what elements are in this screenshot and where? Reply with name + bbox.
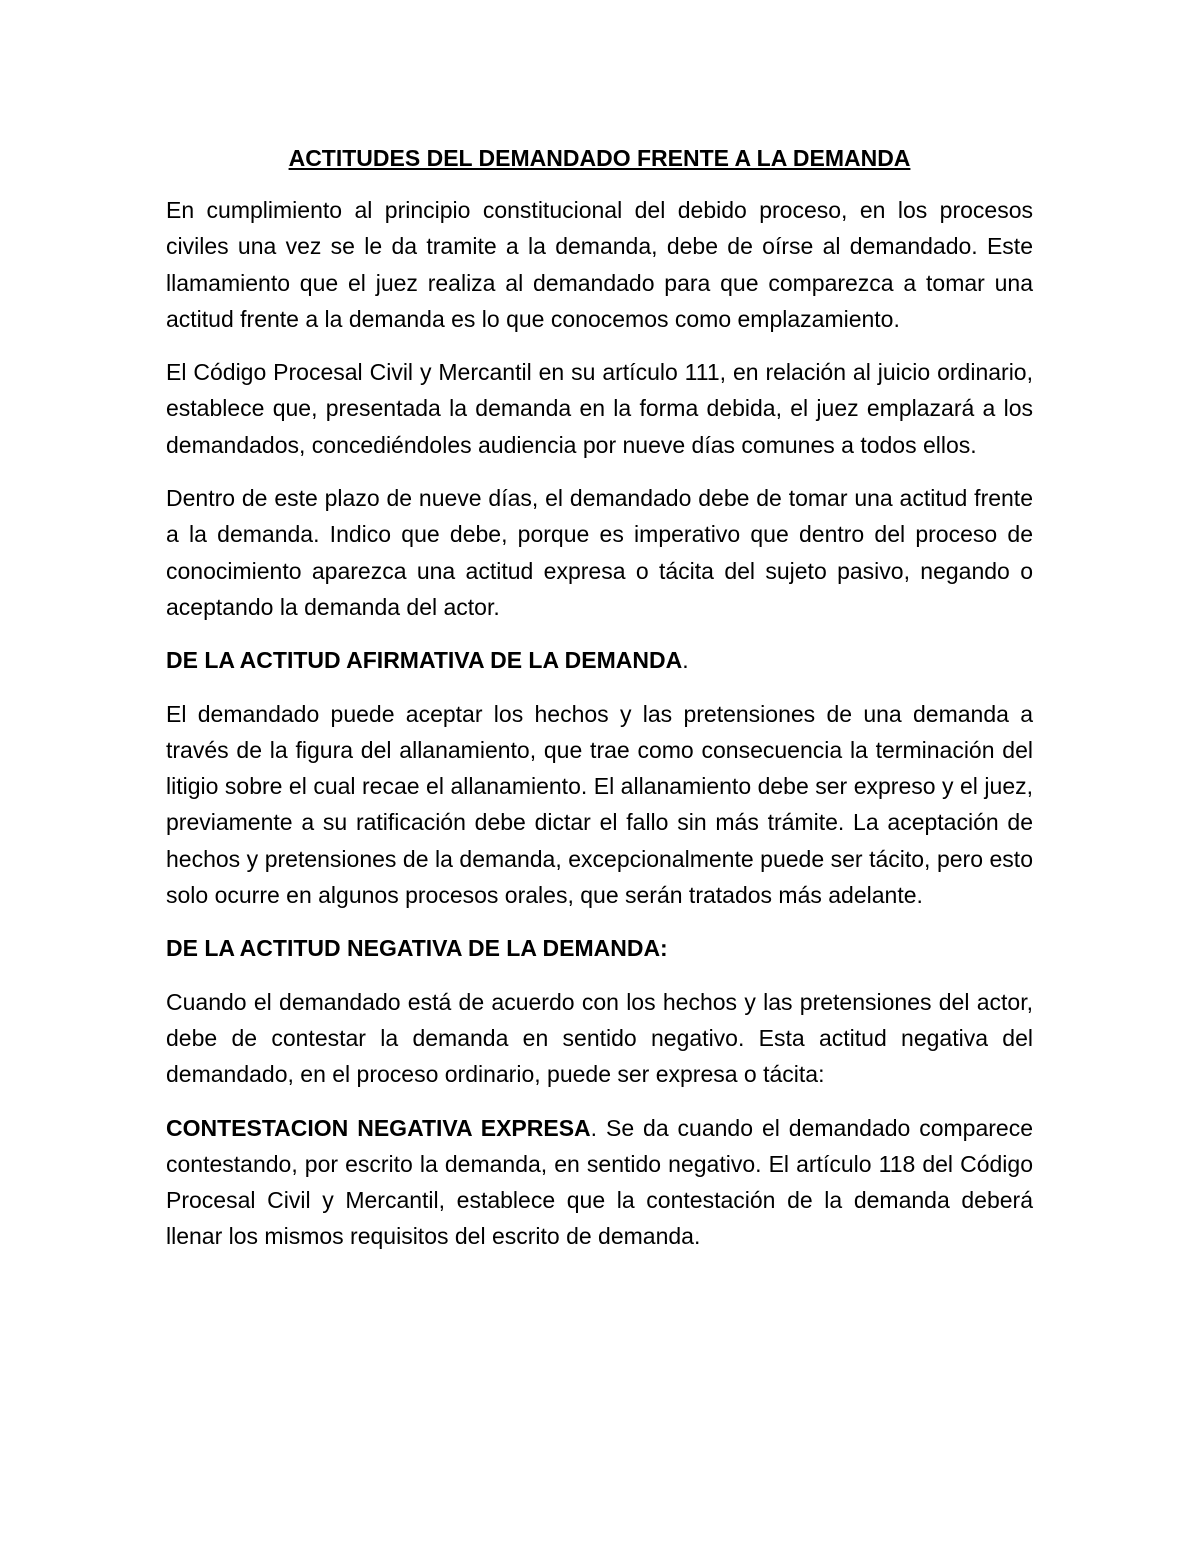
section-heading-actitud-negativa: DE LA ACTITUD NEGATIVA DE LA DEMANDA: (166, 935, 668, 962)
paragraph-contestacion-expresa (166, 1110, 1033, 1255)
paragraph-articulo-111: El Código Procesal Civil y Mercantil en su artículo 111, en relación al juicio ordinario, establece que, presentada la demanda en la forma debida, el juez emplazará a los demandados, concediéndoles audiencia por nueve días comunes a todos ellos. (166, 359, 1033, 458)
section-heading-actitud-afirmativa (166, 642, 1033, 678)
paragraph-emplazamiento: En cumplimiento al principio constitucional del debido proceso, en los procesos civiles una vez se le da tramite a la demanda, debe de oírse al demandado. Este llamamiento que el juez realiza al demandado para que comparezca a tomar una actitud frente a la demanda es lo que conocemos como emplazamiento. (166, 197, 1033, 332)
paragraph-contestacion-negativa: Cuando el demandado está de acuerdo con los hechos y las pretensiones del actor, debe de contestar la demanda en sentido negativo. Esta actitud negativa del demandado, en el proceso ordinario, puede ser expresa o tácita: (166, 988, 1033, 1088)
paragraph-allanamiento: El demandado puede aceptar los hechos y las pretensiones de una demanda a través de la figura del allanamiento, que trae como consecuencia la terminación del litigio sobre el cual recae el allanamiento. El allanamiento debe ser expreso y el juez, previamente a su ratificación debe dictar el fallo sin más trámite. La aceptación de hechos y pretensiones de la demanda, excepcionalmente puede ser tácito, pero esto solo ocurre en algunos procesos orales, que serán tratados más adelante. (166, 700, 1033, 909)
page-title: ACTITUDES DEL DEMANDADO FRENTE A LA DEMANDA (288, 145, 911, 171)
document-page (166, 140, 1033, 1272)
heading-punctuation: . (682, 647, 689, 674)
paragraph-body-text: . Se da cuando el demandado comparece contestando, por escrito la demanda, en sentido negativo. El artículo 118 del Código Procesal Civil y Mercantil, establece que la contestación de la demanda deberá llenar los mismos requisitos del escrito de demanda. (166, 1114, 1033, 1250)
paragraph-lead-term: CONTESTACION NEGATIVA EXPRESA (166, 1114, 591, 1141)
heading-text: DE LA ACTITUD AFIRMATIVA DE LA DEMANDA (166, 647, 683, 674)
paragraph-plazo-nueve-dias: Dentro de este plazo de nueve días, el demandado debe de tomar una actitud frente a la demanda. Indico que debe, porque es imperativo que dentro del proceso de conocimiento aparezca una actitud expresa o tácita del sujeto pasivo, negando o aceptando la demanda del actor. (166, 485, 1033, 620)
